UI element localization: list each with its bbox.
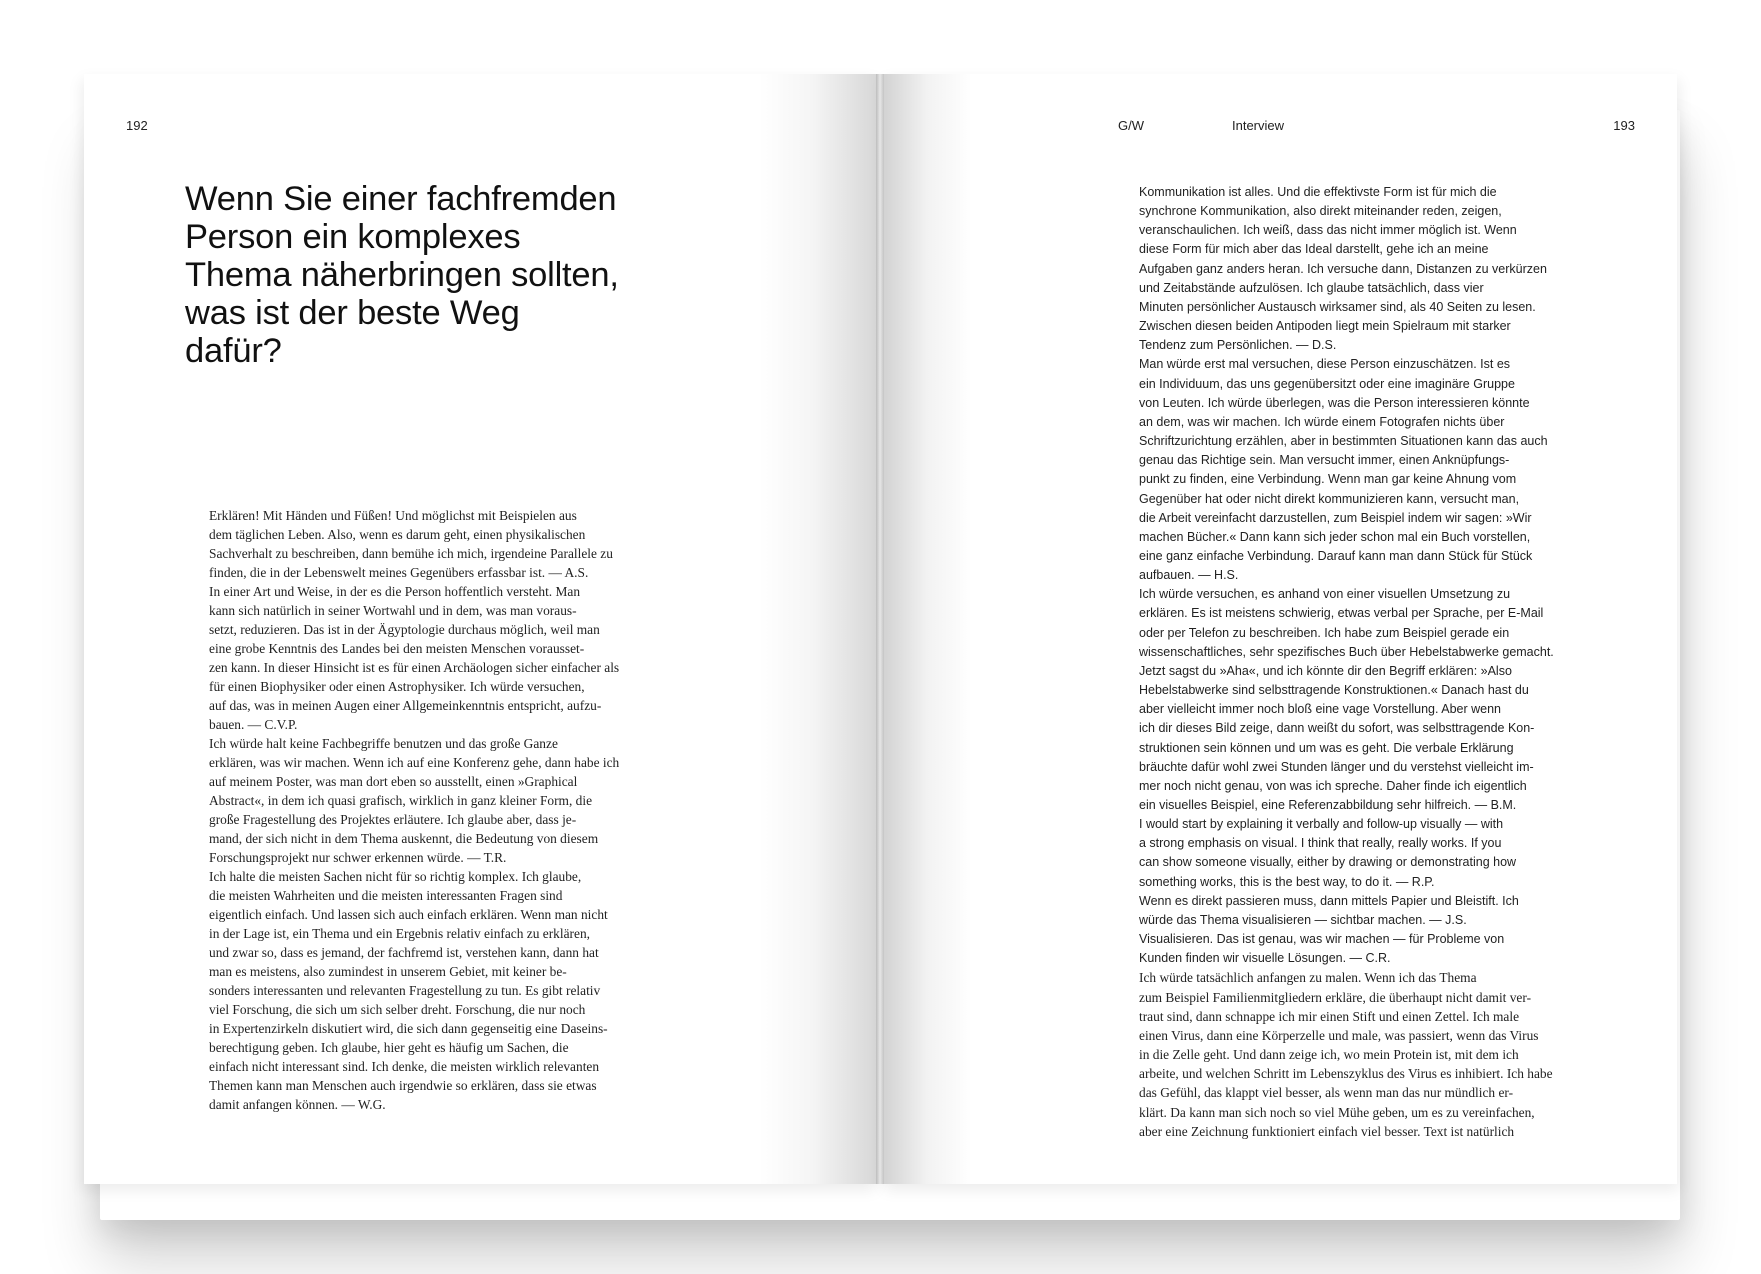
text-line: ein Individuum, das uns gegenübersitzt oder eine imaginäre Gruppe (1139, 376, 1515, 391)
running-head-title: Interview (1232, 118, 1285, 133)
serif-answer-block (1115, 968, 1595, 1140)
text-line: klärt. Da kann man sich noch so viel Mühe geben, um es zu vereinfachen, (1139, 1104, 1535, 1120)
text-line: Wenn es direkt passieren muss, dann mittels Papier und Bleistift. Ich (1139, 893, 1519, 908)
text-line: eine grobe Kenntnis des Landes bei den meisten Menschen vorausset- (209, 641, 585, 656)
text-line: große Fragestellung des Projektes erläutere. Ich glaube aber, dass je- (209, 812, 577, 827)
book-spine (876, 74, 884, 1184)
text-line: Minuten persönlicher Austausch wirksamer sind, als 40 Seiten zu lesen. (1139, 299, 1536, 314)
answer-paragraph (185, 734, 655, 867)
text-line: veranschaulichen. Ich weiß, dass das nicht immer möglich ist. Wenn (1139, 223, 1517, 238)
text-line: synchrone Kommunikation, also direkt miteinander reden, zeigen, (1139, 204, 1502, 219)
answer-paragraph (1115, 892, 1595, 930)
left-page (84, 74, 878, 1184)
text-line: mand, der sich nicht in dem Thema auskennt, die Bedeutung von diesem (209, 831, 599, 846)
text-line: Schriftzurichtung erzählen, aber in bestimmten Situationen kann das auch (1139, 434, 1548, 449)
text-line: oder per Telefon zu beschreiben. Ich habe zum Beispiel gerade ein (1139, 625, 1510, 640)
text-line: machen Bücher.« Dann kann sich jeder schon mal ein Buch vorstellen, (1139, 529, 1531, 544)
text-line: einen Virus, dann eine Körperzelle und male, was passiert, wenn das Virus (1139, 1027, 1539, 1043)
answer-paragraph (185, 506, 655, 582)
text-line: Abstract«, in dem ich quasi grafisch, wirklich in ganz kleiner Form, die (209, 793, 593, 808)
headline-line: Wenn Sie einer fachfremden (185, 180, 617, 218)
text-line: punkt zu finden, eine Verbindung. Wenn man gar keine Ahnung vom (1139, 472, 1517, 487)
page-number-left: 192 (126, 118, 148, 133)
text-line: in der Lage ist, ein Thema und ein Ergebnis relativ einfach zu erklären, (209, 926, 590, 941)
text-line: can show someone visually, either by drawing or demonstrating how (1139, 855, 1517, 870)
text-line: struktionen sein können und um was es geht. Die verbale Erklärung (1139, 740, 1514, 755)
headline-line: was ist der beste Weg (185, 294, 520, 332)
text-line: kann sich natürlich in seiner Wortwahl und in dem, was man voraus- (209, 603, 577, 618)
text-line: man es meistens, also zumindest in unserem Gebiet, mit keiner be- (209, 964, 567, 979)
question-headline (185, 180, 745, 370)
text-line: Man würde erst mal versuchen, diese Person einzuschätzen. Ist es (1139, 357, 1511, 372)
text-line: die Arbeit vereinfacht darzustellen, zum Beispiel indem wir sagen: »Wir (1139, 510, 1532, 525)
text-line: zum Beispiel Familienmitgliedern erkläre, die überhaupt nicht damit ver- (1139, 989, 1532, 1005)
text-line: Jetzt sagst du »Aha«, und ich könnte dir den Begriff erklären: »Also (1139, 663, 1512, 678)
text-line: bräuchte dafür wohl zwei Stunden länger und du verstehst vielleicht im- (1139, 759, 1534, 774)
answer-paragraph (1115, 968, 1595, 1140)
text-line: und Zeitabstände aufzulösen. Ich glaube tatsächlich, dass vier (1139, 280, 1484, 295)
text-line: Themen kann man Menschen auch irgendwie so erklären, dass sie etwas (209, 1078, 597, 1093)
text-line: wissenschaftliches, sehr spezifisches Buch über Hebelstabwerke gemacht. (1139, 644, 1554, 659)
text-line: und zwar so, dass es jemand, der fachfremd ist, verstehen kann, dann hat (209, 945, 599, 960)
text-line: Ich halte die meisten Sachen nicht für so richtig komplex. Ich glaube, (209, 869, 582, 884)
answer-paragraph (1115, 815, 1595, 892)
left-gutter-shading (758, 74, 878, 1184)
text-line: in Expertenzirkeln diskutiert wird, die sich dann gegenseitig eine Daseins- (209, 1021, 608, 1036)
left-answers-column (185, 506, 655, 1114)
text-line: damit anfangen können. — W.G. (209, 1097, 386, 1112)
text-line: ein visuelles Beispiel, eine Referenzabbildung sehr hilfreich. — B.M. (1139, 798, 1517, 812)
text-line: Aufgaben ganz anders heran. Ich versuche dann, Distanzen zu verkürzen (1139, 261, 1547, 276)
headline-line: Person ein komplexes (185, 218, 521, 256)
text-line: finden, die in der Lebenswelt meines Gegenübers erfassbar ist. — A.S. (209, 565, 589, 580)
text-line: bauen. — C.V.P. (209, 717, 298, 732)
answer-paragraph (1115, 183, 1595, 355)
text-line: Gegenüber hat oder nicht direkt kommunizieren kann, versucht man, (1139, 491, 1520, 506)
text-line: Kommunikation ist alles. Und die effektivste Form ist für mich die (1139, 185, 1497, 199)
text-line: something works, this is the best way, to do it. — R.P. (1139, 874, 1435, 889)
text-line: zen kann. In dieser Hinsicht ist es für einen Archäologen sicher einfacher als (209, 660, 620, 675)
answer-paragraph (185, 867, 655, 1114)
text-line: einfach nicht interessant sind. Ich denke, die meisten wirklich relevanten (209, 1059, 600, 1074)
text-line: In einer Art und Weise, in der es die Person hoffentlich versteht. Man (209, 584, 581, 599)
text-line: an dem, was wir machen. Ich würde einem Fotografen nichts über (1139, 414, 1505, 429)
answer-paragraph (1115, 930, 1595, 968)
text-line: Ich würde versuchen, es anhand von einer visuellen Umsetzung zu (1139, 587, 1511, 602)
text-line: I would start by explaining it verbally and follow-up visually — with (1139, 817, 1504, 832)
text-line: auf meinem Poster, was man dort eben so ausstellt, einen »Graphical (209, 774, 578, 789)
text-line: in die Zelle geht. Und dann zeige ich, wo mein Protein ist, mit dem ich (1139, 1047, 1519, 1063)
text-line: diese Form für mich aber das Ideal darstellt, gehe ich an meine (1139, 242, 1489, 257)
text-line: Visualisieren. Das ist genau, was wir machen — für Probleme von (1139, 932, 1505, 947)
text-line: würde das Thema visualisieren — sichtbar machen. — J.S. (1139, 912, 1467, 927)
text-line: arbeite, und welchen Schritt im Lebenszyklus des Virus es inhibiert. Ich habe (1139, 1066, 1553, 1082)
text-line: Forschungsprojekt nur schwer erkennen würde. — T.R. (209, 850, 507, 865)
text-line: setzt, reduzieren. Das ist in der Ägyptologie durchaus möglich, weil man (209, 622, 600, 637)
text-line: a strong emphasis on visual. I think that really, really works. If you (1139, 836, 1502, 851)
text-line: ich dir dieses Bild zeige, dann weißt du sofort, was selbsttragende Kon- (1139, 721, 1535, 736)
right-answers-column (1115, 183, 1595, 1141)
right-page (882, 74, 1677, 1184)
text-line: genau das Richtige sein. Man versucht immer, einen Anknüpfungs- (1139, 453, 1510, 468)
text-line: erklären, was wir machen. Wenn ich auf eine Konferenz gehe, dann habe ich (209, 755, 620, 770)
answer-paragraph (185, 582, 655, 734)
text-line: eine ganz einfache Verbindung. Darauf kann man dann Stück für Stück (1139, 548, 1533, 563)
text-line: Ich würde tatsächlich anfangen zu malen. Wenn ich das Thema (1139, 970, 1477, 986)
text-line: für einen Biophysiker oder einen Astrophysiker. Ich würde versuchen, (209, 679, 585, 694)
text-line: aufbauen. — H.S. (1139, 568, 1239, 583)
answer-paragraph (1115, 355, 1595, 585)
answer-paragraph (1115, 585, 1595, 815)
right-gutter-shading (882, 74, 972, 1184)
text-line: traut sind, dann schnappe ich mir einen Stift und einen Zettel. Ich male (1139, 1008, 1520, 1024)
text-line: dem täglichen Leben. Also, wenn es darum geht, einen physikalischen (209, 527, 586, 542)
text-line: Ich würde halt keine Fachbegriffe benutzen und das große Ganze (209, 736, 558, 751)
text-line: aber eine Zeichnung funktioniert einfach viel besser. Text ist natürlich (1139, 1123, 1515, 1139)
text-line: mer noch nicht genau, von was ich spreche. Daher finde ich eigentlich (1139, 778, 1527, 793)
text-line: Hebelstabwerke sind selbsttragende Konstruktionen.« Danach hast du (1139, 683, 1529, 698)
text-line: Tendenz zum Persönlichen. — D.S. (1139, 338, 1337, 353)
text-line: berechtigung geben. Ich glaube, hier geht es häufig um Sachen, die (209, 1040, 569, 1055)
text-line: sonders interessanten und relevanten Fragestellung zu tun. Es gibt relativ (209, 983, 601, 998)
page-number-right: 193 (1613, 118, 1635, 133)
text-line: Zwischen diesen beiden Antipoden liegt mein Spielraum mit starker (1139, 319, 1511, 334)
text-line: auf das, was in meinen Augen einer Allgemeinkenntnis entspricht, aufzu- (209, 698, 602, 713)
running-head-logo: G/W (1118, 118, 1144, 133)
headline-line: dafür? (185, 332, 282, 370)
text-line: Erklären! Mit Händen und Füßen! Und möglichst mit Beispielen aus (209, 508, 577, 523)
text-line: erklären. Es ist meistens schwierig, etwas verbal per Sprache, per E-Mail (1139, 606, 1544, 621)
text-line: eigentlich einfach. Und lassen sich auch einfach erklären. Wenn man nicht (209, 907, 608, 922)
headline-line: Thema näherbringen sollten, (185, 256, 619, 294)
text-line: von Leuten. Ich würde überlegen, was die Person interessieren könnte (1139, 395, 1530, 410)
text-line: die meisten Wahrheiten und die meisten interessanten Fragen sind (209, 888, 563, 903)
text-line: Kunden finden wir visuelle Lösungen. — C.R. (1139, 951, 1391, 966)
text-line: das Gefühl, das klappt viel besser, als wenn man das nur mündlich er- (1139, 1085, 1514, 1101)
text-line: Sachverhalt zu beschreiben, dann bemühe ich mich, irgendeine Parallele zu (209, 546, 613, 561)
text-line: aber vielleicht immer noch bloß eine vage Vorstellung. Aber wenn (1139, 702, 1502, 717)
text-line: viel Forschung, die sich um sich selber dreht. Forschung, die nur noch (209, 1002, 586, 1017)
